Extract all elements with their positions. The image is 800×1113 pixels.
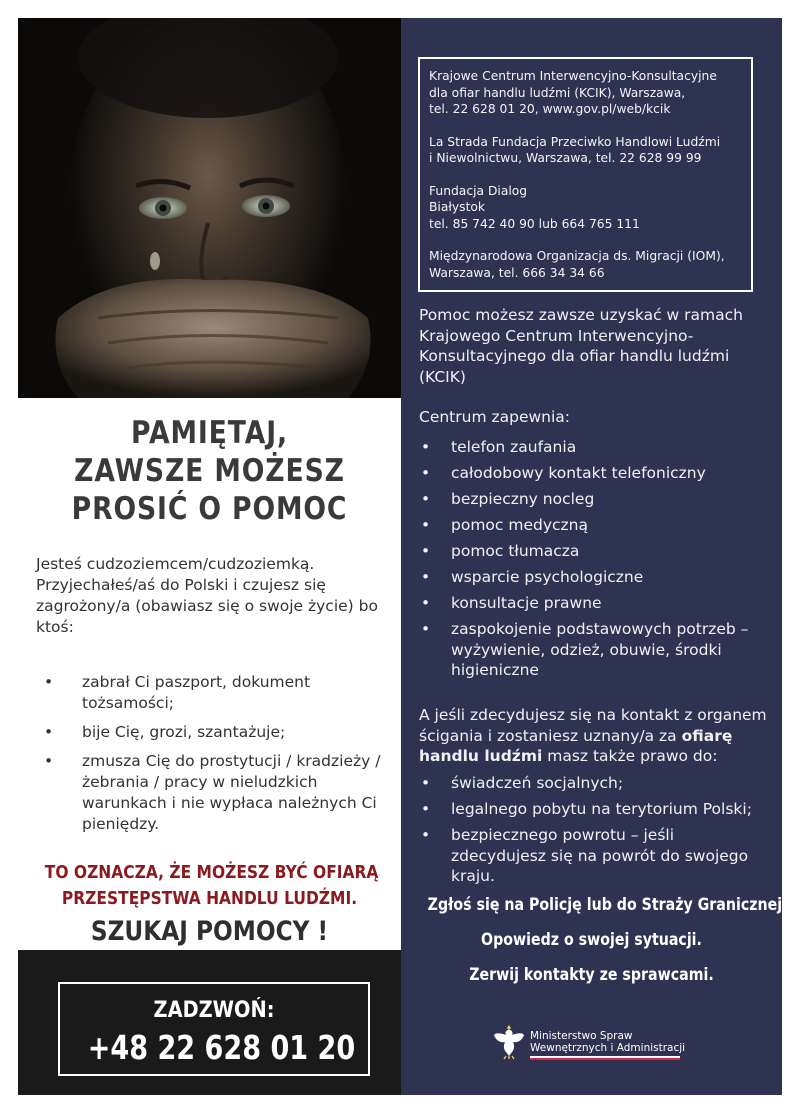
headline-line-2: ZAWSZE MOŻESZ — [74, 453, 345, 489]
bullet-icon: • — [421, 620, 431, 638]
bullet-icon: • — [44, 673, 54, 691]
rights-list — [419, 773, 769, 892]
warning-text: TO OZNACZA, ŻE MOŻESZ BYĆ OFIARĄ PRZESTĘPSTWA HANDLU LUDŹMI. — [44, 862, 379, 909]
contact-kcik: Krajowe Centrum Interwencyjno-Konsultacyjne dla ofiar handlu ludźmi (KCIK), Warszawa, tel. 22 628 01 20, www.gov.pl/web/kcik — [429, 69, 717, 116]
list-item: • bezpieczny nocleg — [421, 490, 595, 508]
headline-line-3: PROSIĆ O POMOC — [71, 491, 348, 527]
bullet-icon: • — [44, 752, 54, 770]
rights-text: A jeśli zdecydujesz się na kontakt z organem ścigania i zostaniesz uznany/a za ofiarę handlu ludźmi masz także prawo do: — [419, 706, 767, 765]
bullet-icon: • — [421, 516, 431, 534]
list-item: • świadczeń socjalnych; — [421, 774, 624, 792]
contact-dialog: Fundacja Dialog Białystok tel. 85 742 40 90 lub 664 765 111 — [429, 183, 640, 231]
eagle-icon — [493, 1022, 525, 1060]
ministry-name: Ministerstwo Spraw Wewnętrznych i Administracji — [530, 1030, 686, 1054]
intro-text: Jesteś cudzoziemcem/cudzoziemką. Przyjechałeś/aś do Polski i czujesz się zagrożony/a (obawiasz się o swoje życie) bo ktoś: — [36, 555, 378, 636]
contact-iom: Międzynarodowa Organizacja ds. Migracji (IOM), Warszawa, tel. 666 34 34 66 — [429, 249, 725, 280]
left-column — [18, 18, 401, 1095]
bullet-icon: • — [421, 826, 431, 844]
bullet-icon: • — [421, 800, 431, 818]
list-item: • całodobowy kontakt telefoniczny — [421, 464, 706, 482]
list-item: • zmusza Cię do prostytucji / kradzieży / żebrania / pracy w nieludzkich warunkach i nie wypłaca należnych Ci pieniędzy. — [44, 752, 381, 833]
bullet-icon: • — [421, 568, 431, 586]
list-item: • pomoc tłumacza — [421, 542, 580, 560]
bullet-icon: • — [44, 723, 54, 741]
help-text: Pomoc możesz zawsze uzyskać w ramach Krajowego Centrum Interwencyjno-Konsultacyjnego dla ofiar handlu ludźmi (KCIK) — [419, 306, 743, 386]
phone-number[interactable]: +48 22 628 01 20 — [87, 1028, 356, 1067]
bullet-icon: • — [421, 542, 431, 560]
ministry-logo — [493, 1022, 693, 1062]
polish-flag-stripe — [530, 1056, 680, 1060]
call-label: ZADZWOŃ: — [153, 998, 275, 1023]
list-item: • bije Cię, grozi, szantażuje; — [44, 723, 286, 741]
phone-box[interactable] — [58, 982, 370, 1076]
list-item: • legalnego pobytu na terytorium Polski; — [421, 800, 752, 818]
headline — [45, 414, 374, 528]
bullet-icon: • — [421, 464, 431, 482]
bullet-icon: • — [421, 774, 431, 792]
provides-label: Centrum zapewnia: — [419, 408, 571, 426]
call-to-action-1: Zgłoś się na Policję lub do Straży Granicznej. — [427, 895, 788, 914]
services-list — [419, 437, 769, 686]
list-item: • bezpiecznego powrotu – jeśli zdecydujesz się na powrót do swojego kraju. — [421, 826, 749, 885]
victim-signs-list — [36, 672, 391, 843]
bullet-icon: • — [421, 438, 431, 456]
call-bar — [18, 950, 401, 1095]
list-item: • wsparcie psychologiczne — [421, 568, 644, 586]
seek-help-heading: SZUKAJ POMOCY ! — [90, 916, 329, 947]
right-column — [401, 18, 788, 1095]
call-to-action-3: Zerwij kontakty ze sprawcami. — [469, 965, 714, 984]
call-to-action-2: Opowiedz o swojej sytuacji. — [481, 930, 702, 949]
list-item: • konsultacje prawne — [421, 594, 602, 612]
headline-line-1: PAMIĘTAJ, — [131, 415, 288, 451]
contacts-box — [418, 57, 753, 292]
list-item: • zabrał Ci paszport, dokument tożsamości; — [44, 673, 311, 712]
bullet-icon: • — [421, 490, 431, 508]
list-item: • zaspokojenie podstawowych potrzeb – wyżywienie, odzież, obuwie, środki higieniczne — [421, 620, 749, 679]
bullet-icon: • — [421, 594, 431, 612]
list-item: • pomoc medyczną — [421, 516, 588, 534]
photo-man-covered-mouth — [18, 18, 401, 398]
list-item: • telefon zaufania — [421, 438, 577, 456]
contact-la-strada: La Strada Fundacja Przeciwko Handlowi Ludźmi i Niewolnictwu, Warszawa, tel. 22 628 99 99 — [429, 134, 721, 165]
